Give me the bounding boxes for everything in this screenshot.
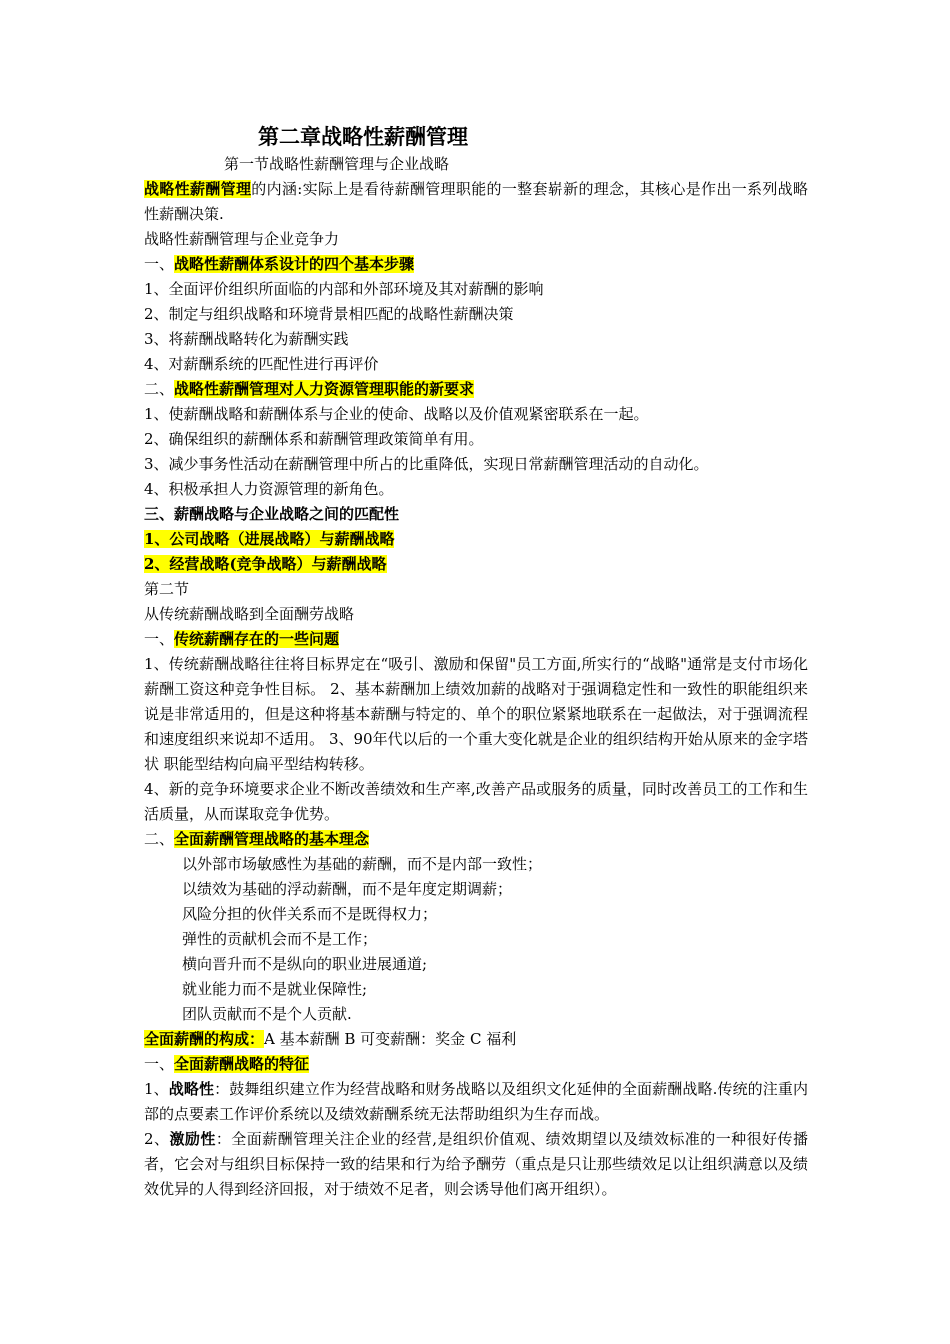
list-item: 1、公司战略（进展战略）与薪酬战略 bbox=[144, 530, 395, 548]
list-item: 1、全面评价组织所面临的内部和外部环境及其对薪酬的影响 bbox=[144, 280, 544, 298]
list-item: 4、对薪酬系统的匹配性进行再评价 bbox=[144, 355, 379, 373]
list-item: 团队贡献而不是个人贡献. bbox=[182, 1005, 352, 1023]
section-label: 第二节 bbox=[144, 580, 190, 598]
list-item: 2、经营战略(竞争战略）与薪酬战略 bbox=[144, 555, 387, 573]
paragraph: 战略性薪酬管理与企业竞争力 bbox=[144, 230, 340, 248]
section-heading: 一、全面薪酬战略的特征 bbox=[144, 1055, 310, 1073]
list-item: 以绩效为基础的浮动薪酬，而不是年度定期调薪； bbox=[182, 880, 513, 898]
list-item: 横向晋升而不是纵向的职业进展通道; bbox=[182, 955, 428, 973]
list-item: 1、使薪酬战略和薪酬体系与企业的使命、战略以及价值观紧密联系在一起。 bbox=[144, 405, 649, 423]
section-title: 第一节战略性薪酬管理与企业战略 bbox=[224, 155, 450, 173]
section-heading: 二、战略性薪酬管理对人力资源管理职能的新要求 bbox=[144, 380, 475, 398]
chapter-title: 第二章战略性薪酬管理 bbox=[258, 125, 468, 149]
list-item: 3、将薪酬战略转化为薪酬实践 bbox=[144, 330, 349, 348]
list-item: 以外部市场敏感性为基础的薪酬，而不是内部一致性； bbox=[182, 855, 543, 873]
section-heading: 二、全面薪酬管理战略的基本理念 bbox=[144, 830, 370, 848]
composition-line: 全面薪酬的构成：A 基本薪酬 B 可变薪酬：奖金 C 福利 bbox=[144, 1030, 517, 1048]
section-heading: 一、战略性薪酬体系设计的四个基本步骤 bbox=[144, 255, 415, 273]
section-heading: 三、薪酬战略与企业战略之间的匹配性 bbox=[144, 505, 400, 523]
paragraph: 1、战略性：鼓舞组织建立作为经营战略和财务战略以及组织文化延伸的全面薪酬战略.传统的注重内部的点要素工作评价系统以及绩效薪酬系统无法帮助组织为生存而战。 bbox=[144, 1080, 808, 1123]
list-item: 弹性的贡献机会而不是工作； bbox=[182, 930, 378, 948]
section-title: 从传统薪酬战略到全面酬劳战略 bbox=[144, 605, 355, 623]
paragraph: 2、激励性：全面薪酬管理关注企业的经营,是组织价值观、绩效期望以及绩效标准的一种很好传播者，它会对与组织目标保持一致的结果和行为给予酬劳（重点是只让那些绩效足以让组织满意以及绩效优异的人得到经济回报，对于绩效不足者，则会诱导他们离开组织）。 bbox=[144, 1130, 808, 1198]
list-item: 就业能力而不是就业保障性; bbox=[182, 980, 368, 998]
paragraph: 1、传统薪酬战略往往将目标界定在“吸引、激励和保留"员工方面,所实行的“战略"通常是支付市场化薪酬工资这种竞争性目标。 2、基本薪酬加上绩效加薪的战略对于强调稳定性和一致性的职能组织来说是非常适用的，但是这种将基本薪酬与特定的、单个的职位紧紧地联系在一起做法，对于强调流程和速度组织来说却不适用。 3、90年代以后的一个重大变化就是企业的组织结构开始从原来的金字塔状 职能型结构向扁平型结构转移。 bbox=[144, 655, 808, 773]
paragraph: 4、新的竞争环境要求企业不断改善绩效和生产率,改善产品或服务的质量，同时改善员工的工作和生活质量，从而谋取竞争优势。 bbox=[144, 780, 808, 823]
document-body bbox=[144, 122, 808, 1202]
list-item: 2、确保组织的薪酬体系和薪酬管理政策简单有用。 bbox=[144, 430, 484, 448]
list-item: 3、减少事务性活动在薪酬管理中所占的比重降低，实现日常薪酬管理活动的自动化。 bbox=[144, 455, 709, 473]
list-item: 2、制定与组织战略和环境背景相匹配的战略性薪酬决策 bbox=[144, 305, 514, 323]
list-item: 4、积极承担人力资源管理的新角色。 bbox=[144, 480, 394, 498]
list-item: 风险分担的伙伴关系而不是既得权力； bbox=[182, 905, 438, 923]
section-heading: 一、传统薪酬存在的一些问题 bbox=[144, 630, 340, 648]
highlight-term: 战略性薪酬管理 bbox=[144, 180, 252, 198]
intro-paragraph: 战略性薪酬管理的内涵:实际上是看待薪酬管理职能的一整套崭新的理念，其核心是作出一系列战略性薪酬决策. bbox=[144, 180, 808, 223]
